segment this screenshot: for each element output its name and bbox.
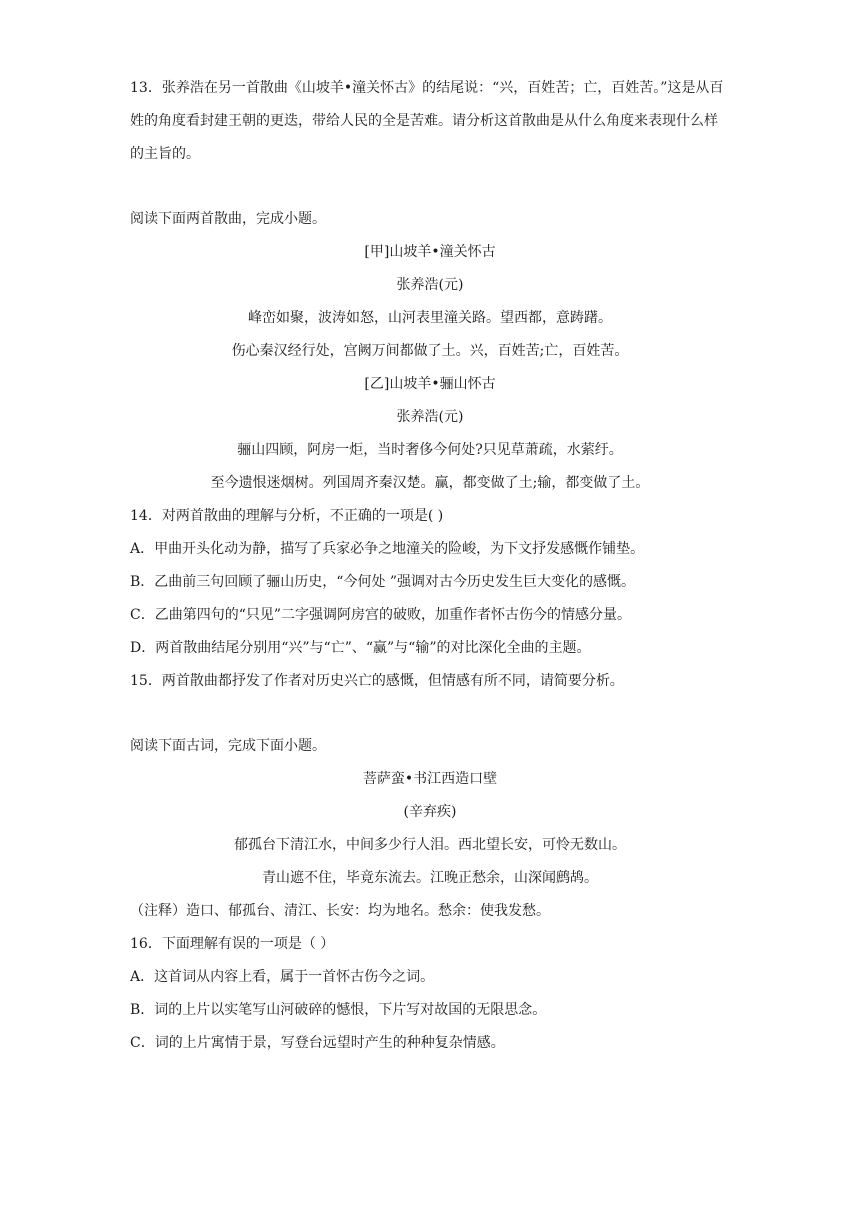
poem-line: 伤心秦汉经行处，宫阙万间都做了土。兴，百姓苦;亡，百姓苦。: [231, 343, 629, 359]
question-14-option-b: B．乙曲前三句回顾了骊山历史，“今何处 ”强调对古今历史发生巨大变化的感慨。: [130, 574, 636, 590]
question-14-option-a: A．甲曲开头化动为静，描写了兵家必争之地潼关的险峻，为下文抒发感慨作铺垫。: [130, 541, 645, 557]
question-16-option-a: A．这首词从内容上看，属于一首怀古伤今之词。: [130, 969, 435, 985]
document-page: [130, 72, 730, 1060]
spacer: [130, 698, 730, 730]
question-14-option-c: C．乙曲第四句的“只见”二字强调阿房宫的破败，加重作者怀古伤今的情感分量。: [130, 607, 632, 623]
spacer: [130, 171, 730, 203]
poem-title: [乙]山坡羊•骊山怀古: [364, 376, 496, 392]
question-15: 15．两首散曲都抒发了作者对历史兴亡的感慨，但情感有所不同，请简要分析。: [130, 673, 624, 689]
poem-author: 张养浩(元): [396, 277, 464, 293]
question-16-option-c: C．词的上片寓情于景，写登台远望时产生的种种复杂情感。: [130, 1035, 505, 1051]
section-intro: 阅读下面古词，完成下面小题。: [130, 738, 326, 754]
poem-title: [甲]山坡羊•潼关怀古: [364, 244, 496, 260]
question-14-option-d: D．两首散曲结尾分别用“兴”与“亡”、“赢”与“输”的对比深化全曲的主题。: [130, 640, 591, 656]
poem-line: 至今遗恨迷烟树。列国周齐秦汉楚。赢，都变做了土;输，都变做了土。: [210, 475, 650, 491]
question-16-stem: 16．下面理解有误的一项是（ ）: [130, 936, 335, 952]
poem-author: (辛弃疾): [403, 804, 457, 820]
question-13: 13．张养浩在另一首散曲《山坡羊•潼关怀古》的结尾说：“兴，百姓苦；亡，百姓苦。”这是从百姓的角度看封建王朝的更迭，带给人民的全是苦难。请分析这首散曲是从什么角度来表现什么样的主旨的。: [130, 80, 724, 162]
poem-title: 菩萨蛮•书江西造口壁: [362, 771, 498, 787]
poem-line: 郁孤台下清江水，中间多少行人泪。西北望长安，可怜无数山。: [234, 837, 626, 853]
poem-line: 骊山四顾，阿房一炬，当时奢侈今何处?只见草萧疏，水萦纡。: [237, 442, 623, 458]
question-14-stem: 14．对两首散曲的理解与分析，不正确的一项是( ): [130, 508, 444, 524]
section-intro: 阅读下面两首散曲，完成小题。: [130, 211, 326, 227]
question-16-option-b: B．词的上片以实笔写山河破碎的憾恨，下片写对故国的无限思念。: [130, 1002, 547, 1018]
poem-author: 张养浩(元): [396, 409, 464, 425]
poem-line: 青山遮不住，毕竟东流去。江晚正愁余，山深闻鹧鸪。: [262, 870, 598, 886]
poem-line: 峰峦如聚，波涛如怒，山河表里潼关路。望西都，意踌躇。: [248, 310, 612, 326]
poem-note: （注释）造口、郁孤台、清江、长安：均为地名。愁余：使我发愁。: [130, 903, 550, 919]
